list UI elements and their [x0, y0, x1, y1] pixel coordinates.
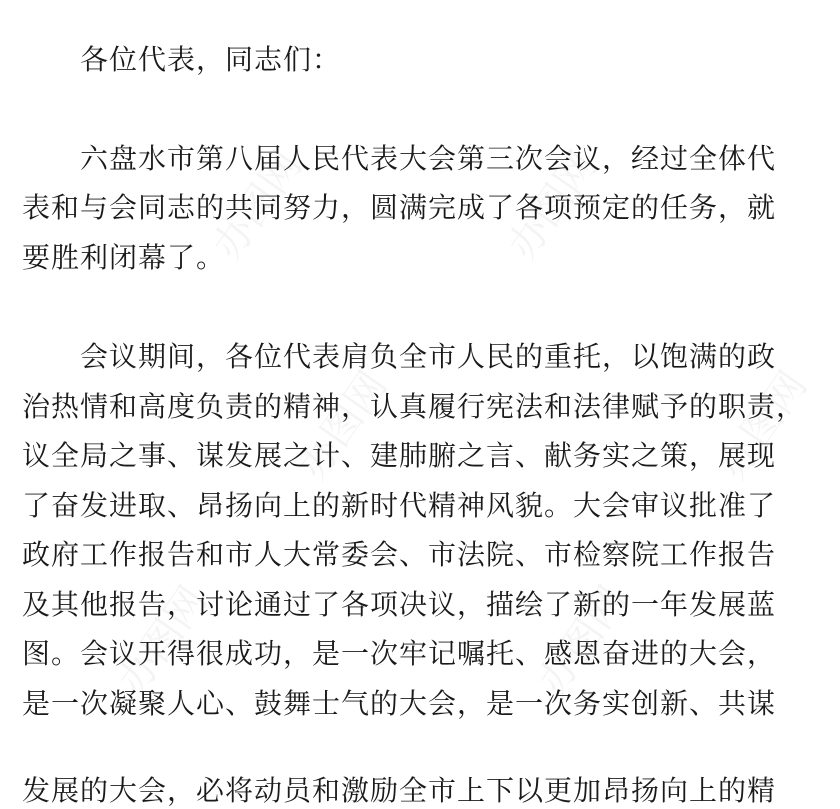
watermark: 办图网	[529, 578, 637, 703]
watermark: 办图网	[109, 578, 217, 703]
paragraph-1-line-2: 表和与会同志的共同努力，圆满完成了各项预定的任务，就	[22, 191, 777, 224]
paragraph-1-line-1: 六盘水市第八届人民代表大会第三次会议，经过全体代	[80, 142, 777, 175]
paragraph-2-line-3: 议全局之事、谋发展之计、建肺腑之言、献务实之策，展现	[22, 439, 777, 472]
watermark: 办图网	[709, 363, 817, 488]
paragraph-2-line-8: 是一次凝聚人心、鼓舞士气的大会，是一次务实创新、共谋	[22, 687, 777, 720]
watermark: 办图网	[204, 143, 312, 268]
watermark: 办图网	[499, 143, 607, 268]
paragraph-2-line-1: 会议期间，各位代表肩负全市人民的重托，以饱满的政	[80, 340, 777, 373]
paragraph-2-line-7: 图。会议开得很成功，是一次牢记嘱托、感恩奋进的大会，	[22, 637, 777, 670]
paragraph-2-line-4: 了奋发进取、昂扬向上的新时代精神风貌。大会审议批准了	[22, 489, 777, 522]
greeting-line: 各位代表，同志们：	[80, 43, 342, 76]
paragraph-2-line-2: 治热情和高度负责的精神，认真履行宪法和法律赋予的职责，	[22, 390, 806, 423]
watermark: 办图网	[289, 363, 397, 488]
paragraph-2-line-6: 及其他报告，讨论通过了各项决议，描绘了新的一年发展蓝	[22, 588, 777, 621]
paragraph-1-line-3: 要胜利闭幕了。	[22, 241, 226, 274]
paragraph-2-line-5: 政府工作报告和市人大常委会、市法院、市检察院工作报告	[22, 538, 777, 571]
paragraph-2-line-9: 发展的大会，必将动员和激励全市上下以更加昂扬向上的精	[22, 774, 777, 807]
